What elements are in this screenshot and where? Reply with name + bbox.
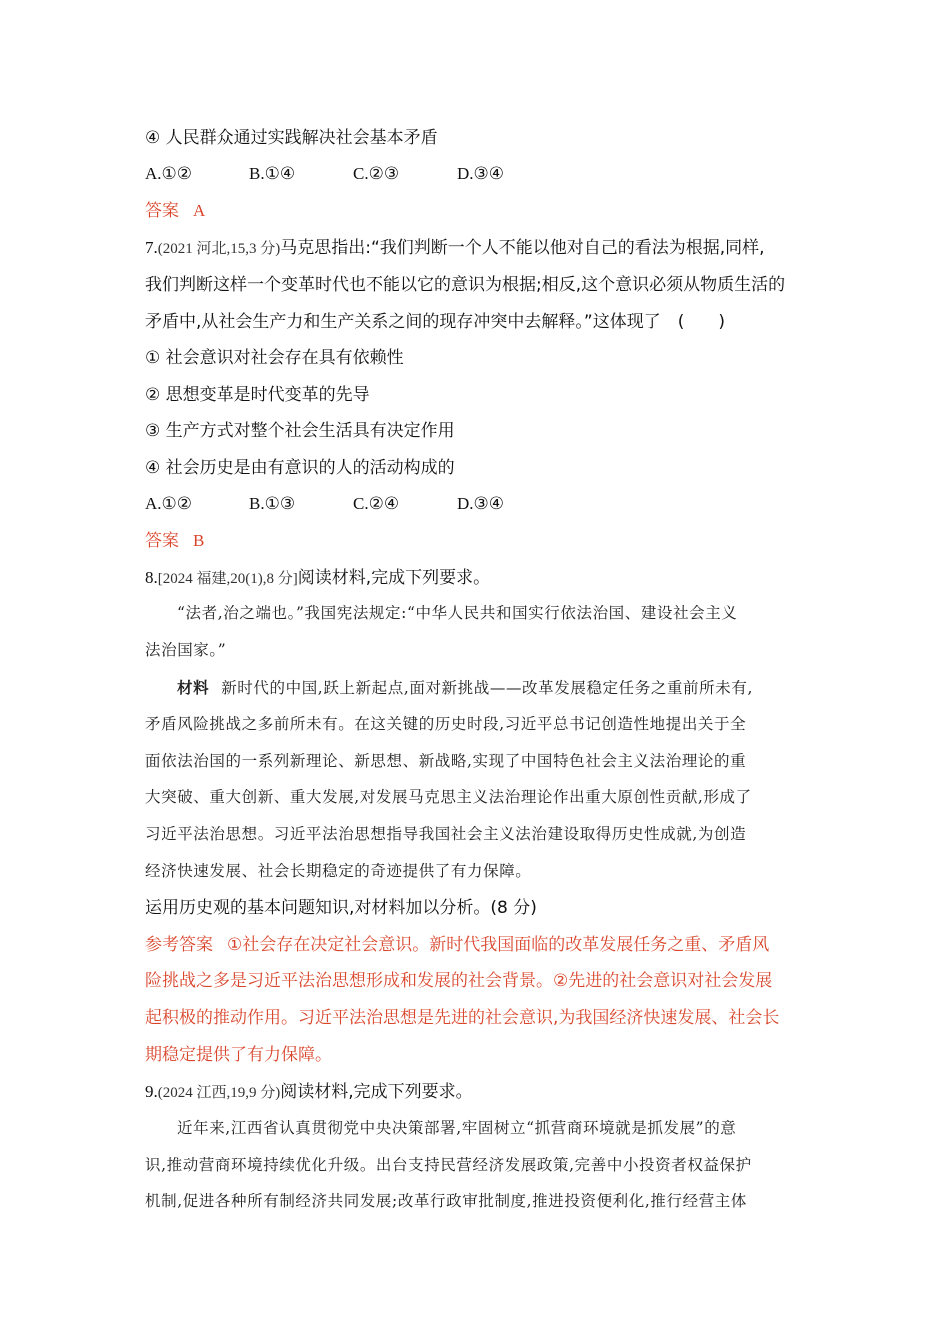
q8-material-line-2: 矛盾风险挑战之多前所未有。在这关键的历史时段,习近平总书记创造性地提出关于全 [145, 715, 747, 733]
q7-stem-line-3: 矛盾中,从社会生产力和生产关系之间的现存冲突中去解释。”这体现了 ( ) [145, 312, 725, 332]
q7-option-2: ② 思想变革是时代变革的先导 [145, 385, 370, 405]
q7-choice-b: B.①③ [249, 494, 296, 513]
q7-choice-d: D.③④ [457, 494, 505, 513]
q8-reference-text-1: ①社会存在决定社会意识。新时代我国面临的改革发展任务之重、矛盾风 [227, 935, 770, 955]
q7-option-1: ① 社会意识对社会存在具有依赖性 [145, 348, 404, 368]
q7-option-4: ④ 社会历史是由有意识的人的活动构成的 [145, 458, 455, 478]
q9-source: (2024 江西,19,9 分) [157, 1085, 281, 1101]
q6-choices [145, 162, 504, 186]
q8-reference-line-2: 险挑战之多是习近平法治思想形成和发展的社会背景。②先进的社会意识对社会发展 [145, 971, 773, 991]
q6-answer-value: A [193, 201, 206, 220]
q7-answer [145, 529, 204, 553]
q9-stem [145, 1080, 473, 1105]
q6-answer-label: 答案 [145, 201, 179, 221]
q7-stem-line-1 [145, 236, 765, 261]
q6-choice-b: B.①④ [249, 164, 296, 183]
q9-paragraph-line-2: 识,推动营商环境持续优化升级。出台支持民营经济发展政策,完善中小投资者权益保护 [145, 1156, 752, 1174]
q8-material-line-1 [177, 670, 837, 707]
q8-material-line-4: 大突破、重大创新、重大发展,对发展马克思主义法治理论作出重大原创性贡献,形成了 [145, 788, 752, 806]
q6-option-4: ④ 人民群众通过实践解决社会基本矛盾 [145, 128, 438, 148]
q7-option-3: ③ 生产方式对整个社会生活具有决定作用 [145, 421, 455, 441]
q8-stem [145, 566, 490, 591]
q7-answer-label: 答案 [145, 531, 179, 551]
q7-number: 7. [145, 238, 158, 257]
q6-choice-a: A.①② [145, 164, 193, 183]
q7-stem-text-1: 马克思指出:“我们判断一个人不能以他对自己的看法为根据,同样, [280, 238, 765, 258]
q8-source: [2024 福建,20(1),8 分] [157, 571, 298, 587]
q9-number: 9. [145, 1082, 158, 1101]
q9-paragraph-line-3: 机制,促进各种所有制经济共同发展;改革行政审批制度,推进投资便利化,推行经营主体 [145, 1192, 748, 1210]
q8-reference-line-1 [145, 933, 769, 957]
q8-reference-label: 参考答案 [145, 935, 213, 955]
q8-number: 8. [145, 568, 158, 587]
q8-material-label: 材料 [177, 679, 210, 697]
q8-material-line-3: 面依法治国的一系列新理论、新思想、新战略,实现了中国特色社会主义法治理论的重 [145, 752, 747, 770]
q6-choice-c: C.②③ [353, 164, 400, 183]
q9-stem-text: 阅读材料,完成下列要求。 [280, 1082, 473, 1102]
q8-reference-line-3: 起积极的推动作用。习近平法治思想是先进的社会意识,为我国经济快速发展、社会长 [145, 1008, 780, 1028]
q8-requirement: 运用历史观的基本问题知识,对材料加以分析。(8 分) [145, 898, 537, 918]
q6-choice-d: D.③④ [457, 164, 505, 183]
q9-paragraph-line-1: 近年来,江西省认真贯彻党中央决策部署,牢固树立“抓营商环境就是抓发展”的意 [177, 1119, 737, 1137]
q8-quote-line-2: 法治国家。” [145, 641, 227, 659]
q7-choice-a: A.①② [145, 494, 193, 513]
q7-source: (2021 河北,15,3 分) [157, 241, 281, 257]
q8-material-line-6: 经济快速发展、社会长期稳定的奇迹提供了有力保障。 [145, 862, 532, 880]
q8-material-text-1: 新时代的中国,跃上新起点,面对新挑战——改革发展稳定任务之重前所未有, [221, 679, 753, 697]
q8-reference-line-4: 期稳定提供了有力保障。 [145, 1045, 332, 1065]
q8-quote-line-1: “法者,治之端也。”我国宪法规定:“中华人民共和国实行依法治国、建设社会主义 [177, 604, 738, 622]
q8-material-line-5: 习近平法治思想。习近平法治思想指导我国社会主义法治建设取得历史性成就,为创造 [145, 825, 747, 843]
q6-answer [145, 199, 205, 223]
q7-choices [145, 492, 504, 516]
q7-choice-c: C.②④ [353, 494, 400, 513]
q7-answer-value: B [193, 531, 205, 550]
q8-stem-text: 阅读材料,完成下列要求。 [297, 568, 491, 588]
q7-stem-line-2: 我们判断这样一个变革时代也不能以它的意识为根据;相反,这个意识必须从物质生活的 [145, 275, 786, 295]
